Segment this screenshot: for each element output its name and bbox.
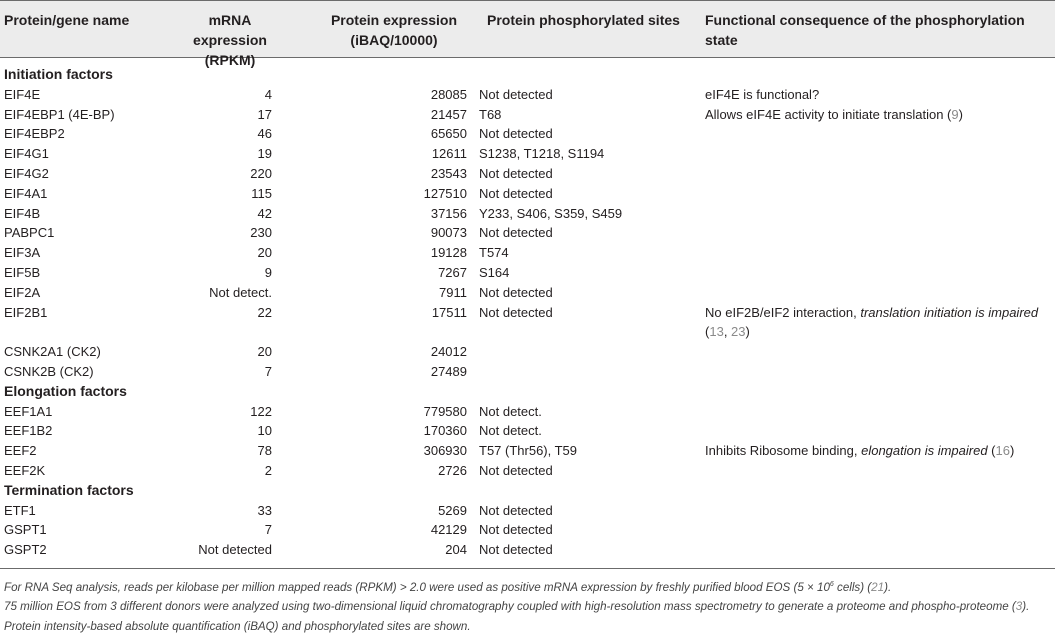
footnote-rnaseq: For RNA Seq analysis, reads per kilobase per million mapped reads (RPKM) > 2.0 were used as positive mRNA expression by freshly purified blood EOS ($5 \times 10^6$ cells) (21). (4, 580, 892, 594)
section-elongation: Elongation factors (4, 382, 127, 399)
footnote-proteome: 75 million EOS from 3 different donors were analyzed using two-dimensional liquid chromatography coupled with high-resolution mass spectrometry to generate a proteome and phospho-proteome (3). Protein intensity-based absolute quantification (iBAQ) and phosphorylated sites are shown. (4, 600, 1030, 633)
table-bottom-rule (0, 568, 1055, 569)
section-initiation: Initiation factors (4, 66, 113, 82)
table-header (0, 0, 1055, 68)
table-row: EIF4E 4 28085 Not detected eIF4E is functional? (4, 86, 820, 102)
reference-link[interactable]: 13 (709, 324, 724, 340)
table-row: GSPT2 Not detected 204 Not detected (4, 542, 553, 558)
reference-link[interactable]: 23 (731, 324, 746, 340)
table-footnote (4, 575, 1049, 636)
reference-link[interactable]: 21 (871, 580, 885, 594)
function-cell: Inhibits Ribosome binding, elongation is impaired (16) (705, 443, 1015, 459)
table-row: EIF4B 42 37156 Y233, S406, S359, S459 (4, 205, 623, 221)
header-protein: Protein expression (iBAQ/10000) (330, 12, 458, 48)
function-cell: Allows eIF4E activity to initiate translation (9) (705, 106, 963, 122)
table-row: EIF5B 9 7267 S164 (4, 264, 510, 280)
reference-link[interactable]: 9 (951, 106, 959, 122)
table-body (0, 65, 1055, 560)
table-row: EEF2 78 306930 T57 (Thr56), T59 Inhibits Ribosome binding, elongation is impaired (16) (0, 441, 1055, 461)
reference-link[interactable]: 16 (995, 443, 1010, 459)
table-row: EIF4A1 115 127510 Not detected (4, 185, 553, 201)
header-name: Protein/gene name (4, 12, 130, 28)
header-function: Functional consequence of the phosphorylation state (705, 12, 1025, 48)
table-row: EIF4EBP2 46 65650 Not detected (4, 126, 553, 142)
table-row: EIF4G1 19 12611 S1238, T1218, S1194 (4, 146, 605, 162)
table-row: CSNK2B (CK2) 7 27489 (4, 363, 467, 379)
table-row: PABPC1 230 90073 Not detected (4, 225, 553, 241)
table-row: EEF1B2 10 170360 Not detect. (4, 423, 542, 439)
section-termination: Termination factors (4, 481, 134, 498)
table-row: ETF1 33 5269 Not detected (4, 502, 553, 518)
table-row: CSNK2A1 (CK2) 20 24012 (4, 344, 467, 360)
table-row: EIF2A Not detect. 7911 Not detected (4, 284, 553, 300)
table-row: EIF3A 20 19128 T574 (4, 245, 509, 261)
reference-link[interactable]: 3 (1015, 600, 1023, 614)
header-mrna: mRNA expression (RPKM) (193, 12, 267, 68)
function-cell: No eIF2B/eIF2 interaction, translation initiation is impaired (13, 23) (705, 304, 1039, 340)
header-sites: Protein phosphorylated sites (487, 12, 680, 28)
table-row: EEF1A1 122 779580 Not detect. (4, 403, 542, 419)
table-row: EIF2B1 22 17511 Not detected No eIF2B/eIF2 interaction, translation initiation is impaired (13, 23) (0, 303, 1055, 343)
table-row: EIF4G2 220 23543 Not detected (4, 165, 553, 181)
table-row: EEF2K 2 2726 Not detected (4, 462, 553, 478)
table-row: EIF4EBP1 (4E-BP) 17 21457 T68 Allows eIF4E activity to initiate translation (9) (0, 105, 1055, 125)
table-row: GSPT1 7 42129 Not detected (4, 522, 553, 538)
